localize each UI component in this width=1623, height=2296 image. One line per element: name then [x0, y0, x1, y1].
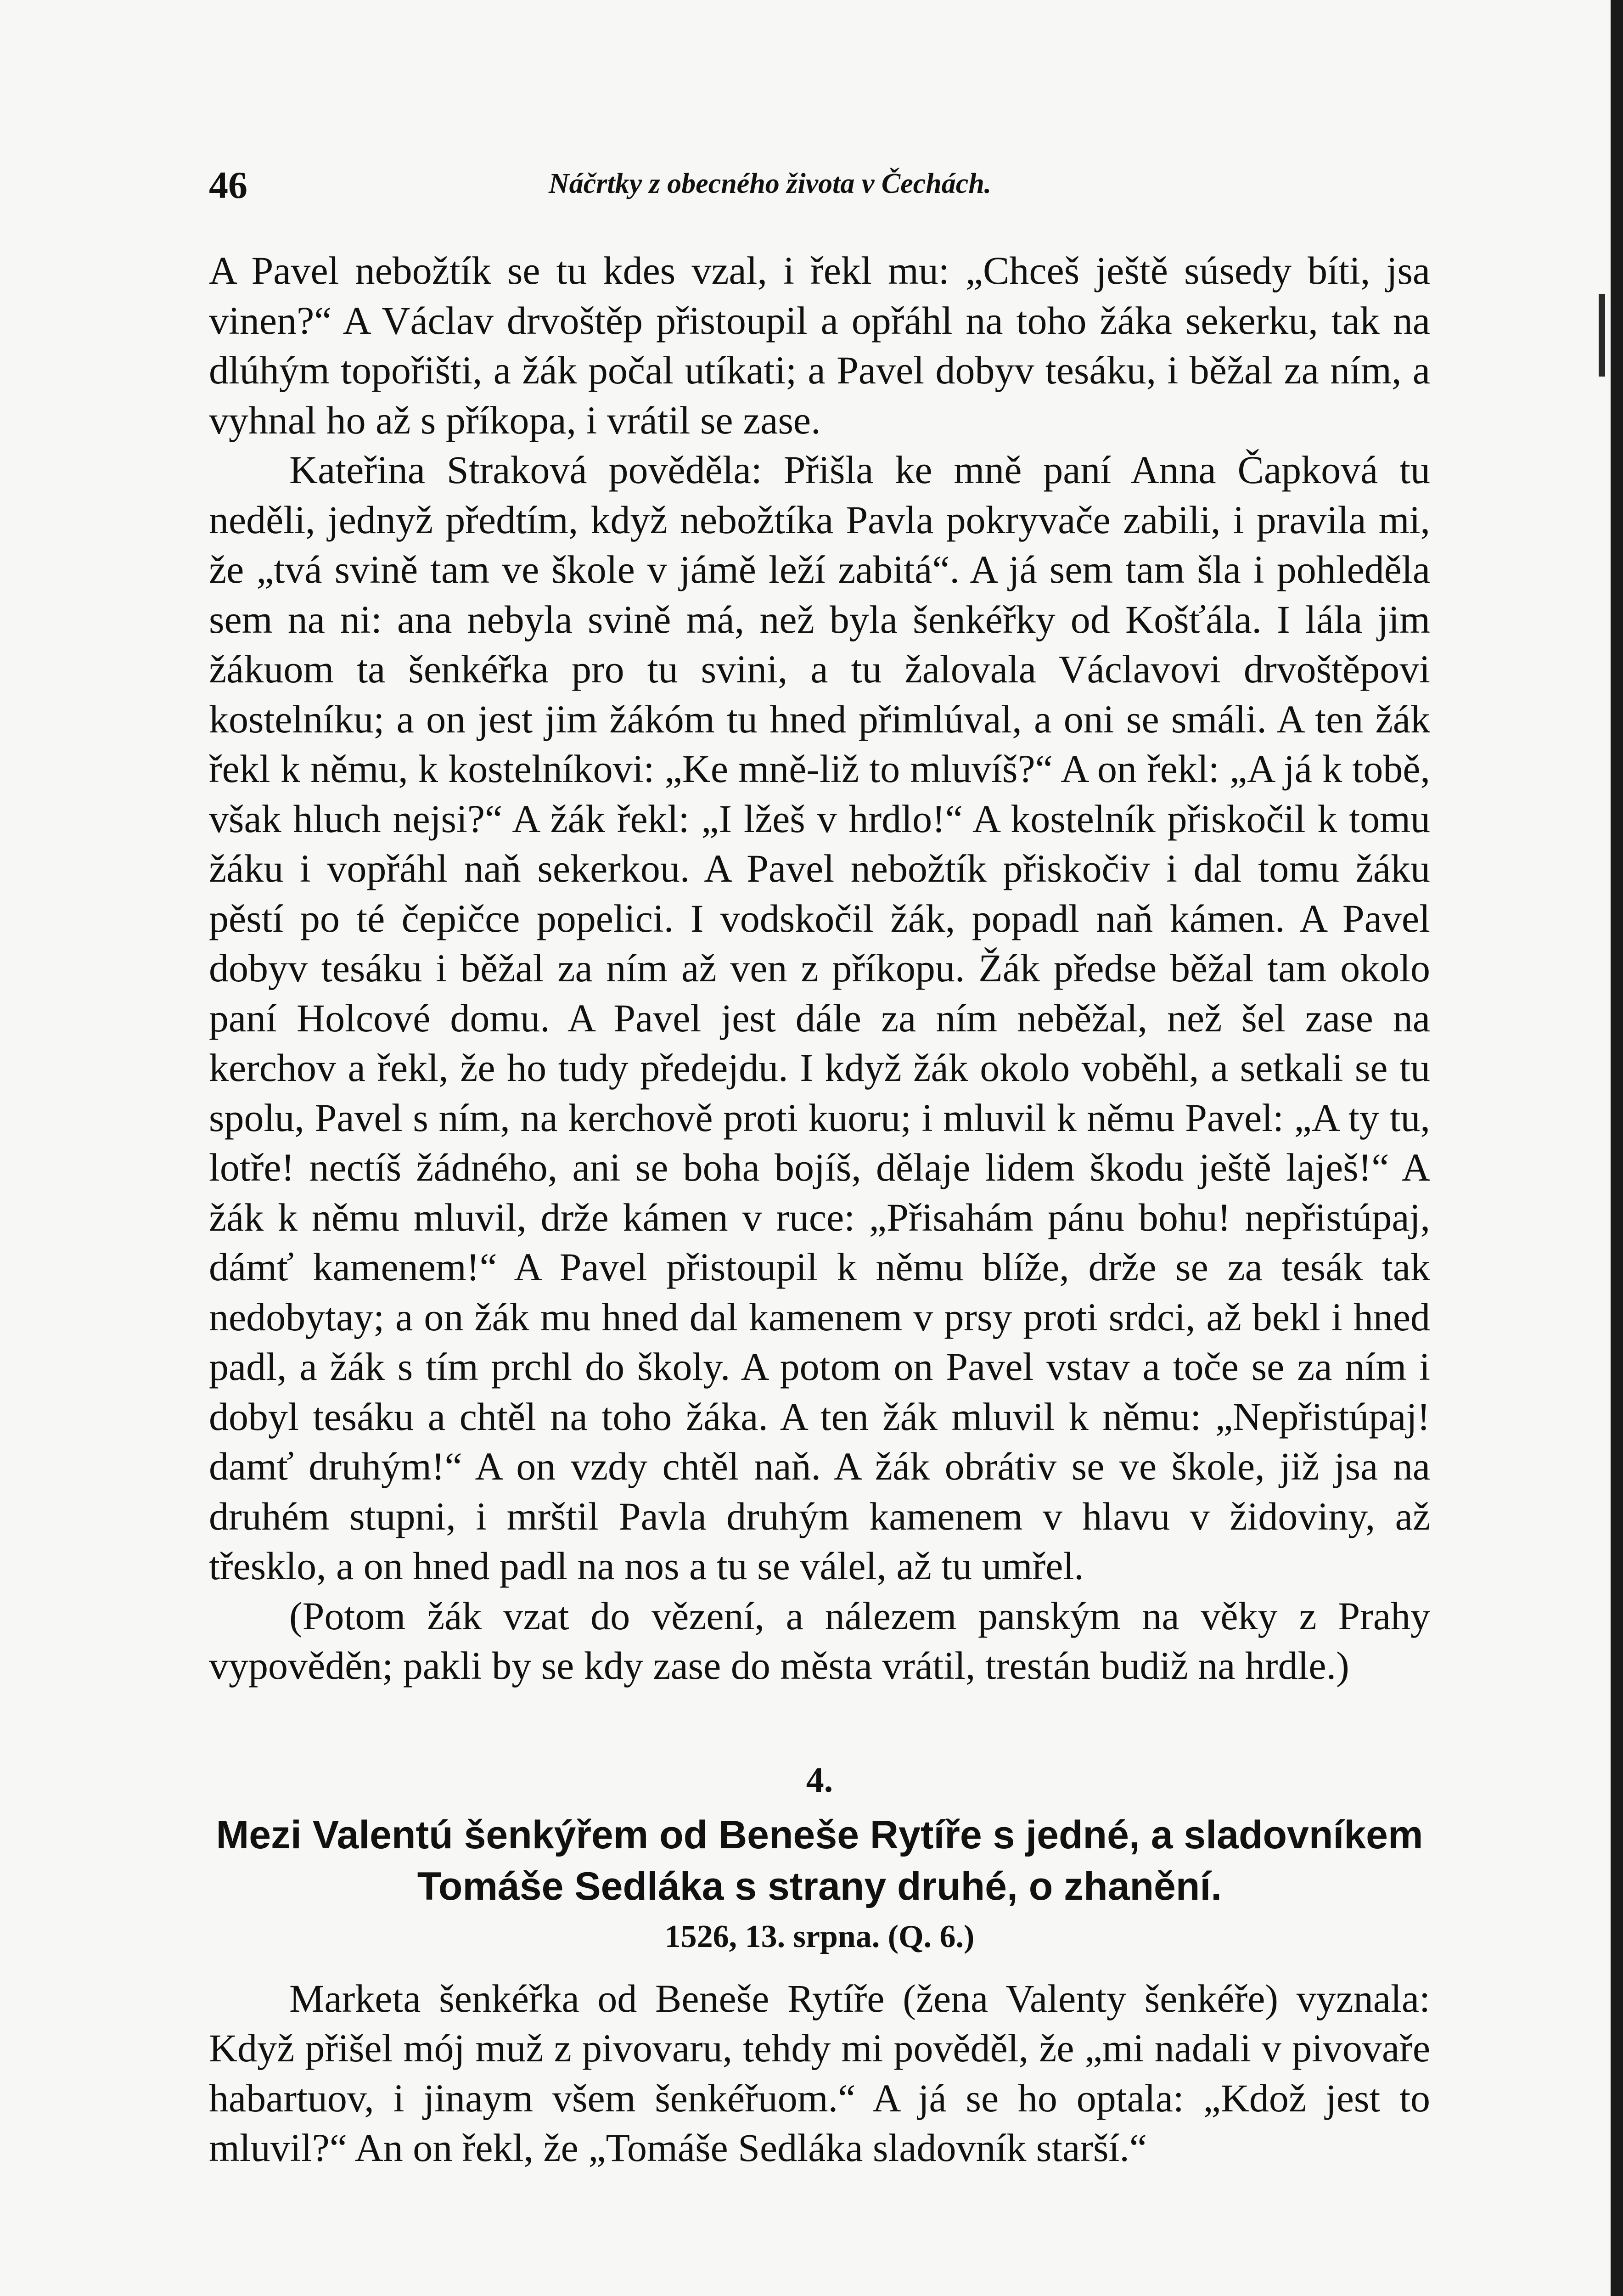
page-number: 46 — [209, 164, 247, 207]
running-title: Náčrtky z obecného života v Čechách. — [549, 168, 992, 199]
page-header — [209, 163, 1430, 214]
paragraph-marketa: Marketa šenkéřka od Beneše Rytíře (žena Valenty šenkéře) vyznala: Když přišel mój muž z pivovaru, tehdy mi pověděl, že „mi nadali v pivovaře habartuov, i jinaym všem šenkéřuom.“ A já se ho optala: „Kdož jest to mluvil?“ An on řekl, že „Tomáše Sedláka sladovník starší.“ — [209, 1976, 1430, 2170]
paragraph-pavel: A Pavel nebožtík se tu kdes vzal, i řekl mu: „Chceš ještě súsedy bíti, jsa vinen?“ A Václav drvoštěp přistoupil a opřáhl na toho žáka sekerku, tak na dlúhým topořišti, a žák počal utíkati; a Pavel dobyv tesáku, i běžal za ním, a vyhnal ho až s příkopa, i vrátil se zase. — [209, 248, 1430, 442]
section-title: Mezi Valentú šenkýřem od Beneše Rytíře s jedné, a sladovníkem Tomáše Sedláka s strany druhé, o zhanění. — [216, 1813, 1423, 1908]
scan-border — [1611, 0, 1623, 2296]
section-date: 1526, 13. srpna. (Q. 6.) — [664, 1919, 975, 1954]
scan-edge-mark — [1599, 294, 1605, 377]
body-text — [209, 246, 1430, 2173]
paragraph-strakova: Kateřina Straková pověděla: Přišla ke mně paní Anna Čapková tu neděli, jednyž předtím, když nebožtíka Pavla pokryvače zabili, i pravila mi, že „tvá svině tam ve škole v jámě leží zabitá“. A já sem tam šla i pohleděla sem na ni: ana nebyla svině má, než byla šenkéřky od Košťála. I lála jim žákuom ta šenkéřka pro tu svini, a tu žalovala Václavovi drvoštěpovi kostelníku; a on jest jim žákóm tu hned přimlúval, a oni se smáli. A ten žák řekl k němu, k kostelníkovi: „Ke mně-liž to mluvíš?“ A on řekl: „A já k tobě, však hluch nejsi?“ A žák řekl: „I lžeš v hrdlo!“ A kostelník přiskočil k tomu žáku i vopřáhl naň sekerkou. A Pavel nebožtík přiskočiv i dal tomu žáku pěstí po té čepičce popelici. I vodskočil žák, popadl naň kámen. A Pavel dobyv tesáku i běžal za ním až ven z příkopu. Žák předse běžal tam okolo paní Holcové domu. A Pavel jest dále za ním neběžal, než šel zase na kerchov a řekl, že ho tudy předejdu. I když žák okolo voběhl, a setkali se tu spolu, Pavel s ním, na kerchově proti kuoru; i mluvil k němu Pavel: „A ty tu, lotře! nectíš žádného, ani se boha bojíš, dělaje lidem škodu ještě laješ!“ A žák k němu mluvil, drže kámen v ruce: „Přisahám pánu bohu! nepřistúpaj, dámť kamenem!“ A Pavel přistoupil k němu blíže, drže se za tesák tak nedobytay; a on žák mu hned dal kamenem v prsy proti srdci, až bekl i hned padl, a žák s tím prchl do školy. A potom on Pavel vstav a toče se za ním i dobyl tesáku a chtěl na toho žáka. A ten žák mluvil k němu: „Nepřistúpaj! damť druhým!“ A on vzdy chtěl naň. A žák obrátiv se ve škole, již jsa na druhém stupni, i mrštil Pavla druhým kamenem v hlavu v židoviny, až třesklo, a on hned padl na nos a tu se válel, až tu umřel. — [209, 448, 1430, 1588]
paragraph-verdict: (Potom žák vzat do vězení, a nálezem panským na věky z Prahy vypověděn; pakli by se kdy zase do města vrátil, trestán budiž na hrdle.) — [209, 1593, 1430, 1688]
section-number: 4. — [806, 1759, 833, 1800]
